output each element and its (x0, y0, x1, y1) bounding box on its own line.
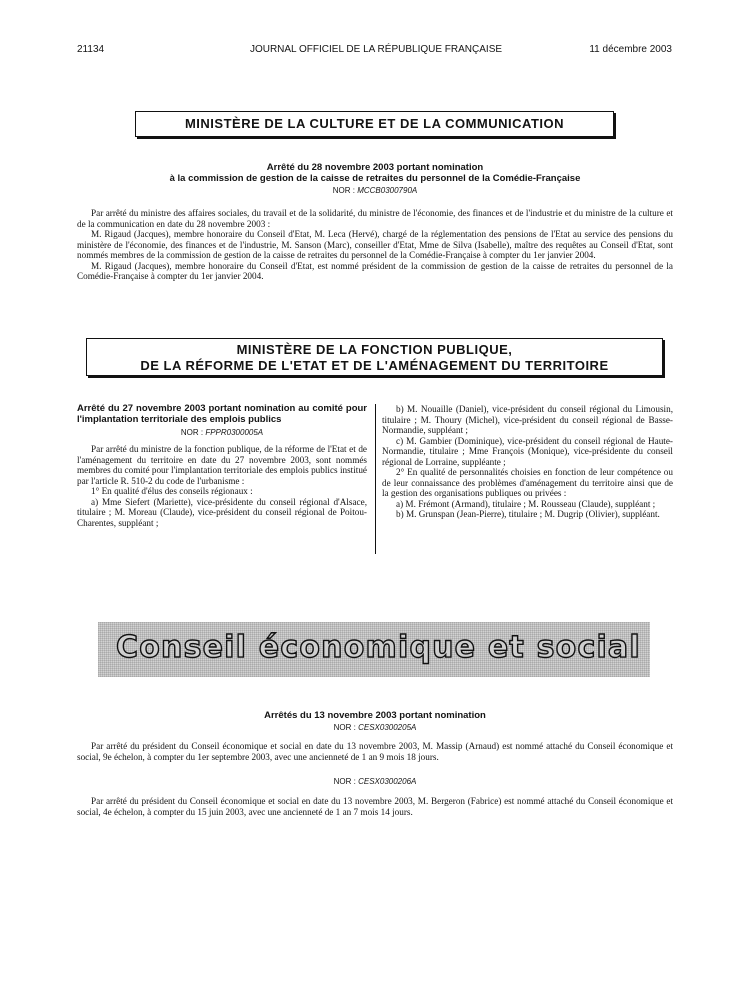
nor-code: CESX0300205A (358, 723, 417, 732)
fonction-paragraph: 1° En qualité d'élus des conseils régionaux : (91, 486, 253, 496)
nor-code: MCCB0300790A (357, 186, 418, 195)
nor-code: FPPR0300005A (205, 428, 264, 437)
culture-decree-body (77, 208, 673, 282)
journal-title: JOURNAL OFFICIEL DE LA RÉPUBLIQUE FRANÇAISE (249, 44, 503, 55)
fonction-paragraph: b) M. Grunspan (Jean-Pierre), titulaire ; M. Dugrip (Olivier), suppléant. (396, 509, 660, 519)
fonction-paragraph: a) M. Frémont (Armand), titulaire ; M. Rousseau (Claude), suppléant ; (396, 498, 656, 509)
fonction-paragraph: 2° En qualité de personnalités choisies en fonction de leur compétence ou de leur connaissance des problèmes d'aménagement du territoire ainsi que de la gestion des organisations publiques ou privées : (382, 467, 673, 498)
conseil-nor-1 (77, 723, 673, 732)
conseil-paragraph: Par arrêté du président du Conseil économique et social en date du 13 novembre 2003, M. Bergeron (Fabrice) est nommé attaché du Conseil économique et social, 4e échelon, à compter du 15 juin 2003, avec une ancienneté de 1 an 7 mois 14 jours. (77, 796, 673, 817)
ministry-fonction-line2: DE LA RÉFORME DE L'ETAT ET DE L'AMÉNAGEMENT DU TERRITOIRE (140, 358, 609, 373)
fonction-nor (77, 428, 367, 437)
fonction-paragraph: c) M. Gambier (Dominique), vice-président du conseil régional de Haute-Normandie, titulaire ; Mme François (Monique), vice-présidente du conseil régional de Lorraine, suppléante ; (382, 435, 673, 467)
fonction-paragraph: a) Mme Siefert (Mariette), vice-présidente du conseil régional d'Alsace, titulaire ; M. Moreau (Claude), vice-président du conseil régional de Poitou-Charentes, suppléant ; (77, 496, 367, 528)
fonction-left-column (77, 404, 367, 528)
conseil-paragraph: Par arrêté du président du Conseil économique et social en date du 13 novembre 2003, M. Massip (Arnaud) est nommé attaché du Conseil économique et social, 9e échelon, à compter du 1er septembre 2003, avec une ancienneté de 1 an 9 mois 18 jours. (77, 741, 673, 762)
ministry-culture-heading: MINISTÈRE DE LA CULTURE ET DE LA COMMUNICATION (135, 111, 614, 137)
conseil-decree-title: Arrêtés du 13 novembre 2003 portant nomination (264, 710, 486, 721)
nor-label: NOR : (333, 777, 356, 786)
ministry-fonction-heading (86, 338, 663, 376)
conseil-body-2 (77, 796, 673, 817)
page-number: 21134 (77, 44, 105, 55)
culture-nor (77, 186, 673, 195)
conseil-body-1 (77, 741, 673, 762)
fonction-right-column (382, 404, 673, 520)
culture-paragraph: M. Rigaud (Jacques), membre honoraire du Conseil d'Etat, M. Leca (Hervé), chargé de la réglementation des pensions de l'Etat au service des pensions du ministère de l'économie, des finances et de l'industrie, M. Sanson (Marc), conseiller d'Etat, Mme de Silva (Isabelle), maître des requêtes au Conseil d'Etat, sont nommés membres de la commission de gestion de la caisse de retraites du personnel de la Comédie-Française à compter du 1er janvier 2004. (77, 229, 673, 260)
fonction-paragraph: b) M. Nouaille (Daniel), vice-président du conseil régional du Limousin, titulaire ; M. Thoury (Michel), vice-président du conseil régional de Basse-Normandie, suppléant ; (382, 404, 673, 435)
nor-label: NOR : (180, 428, 204, 437)
ministry-fonction-line1: MINISTÈRE DE LA FONCTION PUBLIQUE, (236, 342, 513, 357)
fonction-paragraph: Par arrêté du ministre de la fonction publique, de la réforme de l'Etat et de l'aménagement du territoire en date du 27 novembre 2003, sont nommés membres du comité pour l'implantation territoriale des emplois publics institué par l'article R. 510-2 du code de l'urbanisme : (77, 444, 367, 486)
column-divider (375, 404, 376, 554)
nor-label: NOR : (332, 186, 355, 195)
nor-code: CESX0300206A (358, 777, 417, 786)
culture-decree-title-1: Arrêté du 28 novembre 2003 portant nomination (266, 162, 484, 173)
culture-paragraph: M. Rigaud (Jacques), membre honoraire du Conseil d'Etat, est nommé président de la commission de gestion de la caisse de retraites du personnel de la Comédie-Française à compter du 1er janvier 2004. (77, 260, 673, 281)
conseil-banner-text: Conseil économique et social (116, 630, 641, 665)
fonction-left-body (77, 444, 367, 528)
conseil-banner (98, 622, 650, 677)
issue-date: 11 décembre 2003 (589, 44, 672, 55)
culture-decree-title-2: à la commission de gestion de la caisse de retraites du personnel de la Comédie-Française (169, 173, 581, 184)
culture-paragraph: Par arrêté du ministre des affaires sociales, du travail et de la solidarité, du ministre de l'économie, des finances et de l'industrie et du ministre de la culture et de la communication en date du 28 novembre 2003 : (77, 208, 673, 229)
nor-label: NOR : (333, 723, 356, 732)
conseil-nor-2 (77, 777, 673, 786)
fonction-decree-title: Arrêté du 27 novembre 2003 portant nomination au comité pour l'implantation territoriale des emplois publics (77, 403, 367, 425)
